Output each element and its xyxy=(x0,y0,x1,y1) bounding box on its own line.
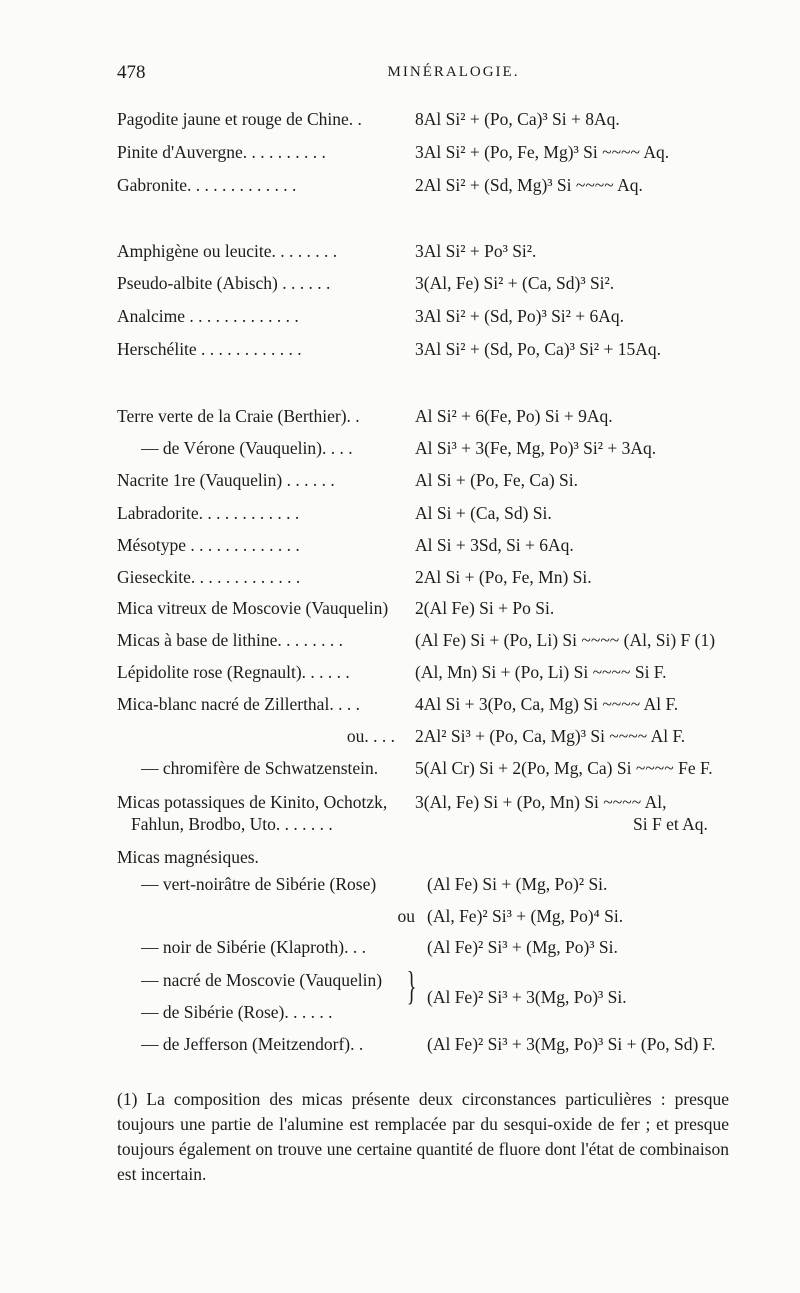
mineral-row xyxy=(117,565,737,589)
mineral-formula: 2(Al Fe) Si + Po Si. xyxy=(415,598,555,618)
mineral-formula: Al Si + (Ca, Sd) Si. xyxy=(415,503,552,523)
mineral-formula-group xyxy=(427,985,737,1009)
mineral-name: Analcime . . . . . . . . . . . . . xyxy=(117,306,299,326)
mineral-name: Amphigène ou leucite. . . . . . . . xyxy=(117,241,338,261)
mineral-name: ou xyxy=(397,906,415,926)
running-title: MINÉRALOGIE. xyxy=(387,64,520,80)
mineral-row xyxy=(117,107,737,131)
mineral-formula: Al Si³ + 3(Fe, Mg, Po)³ Si² + 3Aq. xyxy=(415,438,657,458)
footnote: (1) La composition des micas présente deux circonstances particulières : presque toujours une partie de l'alumine est remplacée par du sesqui-oxide de fer ; et presque toujours également on trouve une certaine quantité de fluore dont l'état de combinaison est incertain. xyxy=(117,1089,729,1184)
mineral-row xyxy=(117,239,737,263)
mineral-row xyxy=(117,271,737,295)
mineral-name: Terre verte de la Craie (Berthier). . xyxy=(117,406,360,426)
mineral-row xyxy=(117,404,737,428)
mineral-name: Nacrite 1re (Vauquelin) . . . . . . xyxy=(117,470,335,490)
mineral-row xyxy=(117,692,737,716)
mineral-name: — de Vérone (Vauquelin). . . . xyxy=(141,438,353,458)
mineral-formula: 3(Al, Fe) Si + (Po, Mn) Si ~~~~ Al, xyxy=(415,792,667,812)
mineral-name: — de Sibérie (Rose). . . . . . xyxy=(141,1002,333,1022)
mineral-row xyxy=(117,304,737,328)
page-number: 478 xyxy=(117,62,146,83)
mineral-row xyxy=(117,790,737,814)
mineral-name: — chromifère de Schwatzenstein. xyxy=(141,758,379,778)
mineral-name: Micas potassiques de Kinito, Ochotzk, xyxy=(117,792,388,812)
mineral-name: ou. . . . xyxy=(346,726,395,746)
mineral-formula: Si F et Aq. xyxy=(633,814,708,834)
mineral-formula: (Al Fe) Si + (Mg, Po)² Si. xyxy=(427,874,608,894)
mineral-formula: 3Al Si² + (Po, Fe, Mg)³ Si ~~~~ Aq. xyxy=(415,142,670,162)
mineral-formula: 2Al² Si³ + (Po, Ca, Mg)³ Si ~~~~ Al F. xyxy=(415,726,686,746)
mineral-row xyxy=(117,436,737,460)
mineral-formula: (Al, Fe)² Si³ + (Mg, Po)⁴ Si. xyxy=(427,906,624,926)
mineral-formula: (Al Fe) Si + (Po, Li) Si ~~~~ (Al, Si) F (1) xyxy=(415,630,716,650)
mineral-name: Mésotype . . . . . . . . . . . . . xyxy=(117,535,300,555)
mineral-formula: (Al Fe)² Si³ + (Mg, Po)³ Si. xyxy=(427,937,618,957)
running-header xyxy=(117,62,730,86)
mineral-name: Gabronite. . . . . . . . . . . . . xyxy=(117,175,297,195)
mineral-name: Pinite d'Auvergne. . . . . . . . . . xyxy=(117,142,326,162)
mineral-name: Herschélite . . . . . . . . . . . . xyxy=(117,339,302,359)
mineral-row xyxy=(117,596,737,620)
mineral-formula: 3Al Si² + (Sd, Po, Ca)³ Si² + 15Aq. xyxy=(415,339,661,359)
mineral-row xyxy=(117,468,737,492)
mineral-row xyxy=(117,173,737,197)
mineral-row xyxy=(117,337,737,361)
mineral-row xyxy=(117,1032,737,1056)
mineral-name: Mica-blanc nacré de Zillerthal. . . . xyxy=(117,694,360,714)
mineral-name: Micas à base de lithine. . . . . . . . xyxy=(117,630,343,650)
mineral-formula: 3Al Si² + Po³ Si². xyxy=(415,241,537,261)
mineral-row xyxy=(117,935,737,959)
mineral-name: Pagodite jaune et rouge de Chine. . xyxy=(117,109,362,129)
mineral-row xyxy=(117,140,737,164)
mineral-row xyxy=(117,533,737,557)
mineral-name: Mica vitreux de Moscovie (Vauquelin) xyxy=(117,598,389,618)
mineral-name: Pseudo-albite (Abisch) . . . . . . xyxy=(117,273,331,293)
mineral-formula: (Al Fe)² Si³ + 3(Mg, Po)³ Si + (Po, Sd) F. xyxy=(427,1034,716,1054)
mineral-formula: 2Al Si + (Po, Fe, Mn) Si. xyxy=(415,567,592,587)
section-heading xyxy=(117,845,737,869)
mineral-name: — de Jefferson (Meitzendorf). . xyxy=(141,1034,364,1054)
mineral-formula: 3(Al, Fe) Si² + (Ca, Sd)³ Si². xyxy=(415,273,615,293)
mineral-row xyxy=(117,724,737,748)
mineral-row xyxy=(117,904,737,928)
mineral-formula: 5(Al Cr) Si + 2(Po, Mg, Ca) Si ~~~~ Fe F. xyxy=(415,758,713,778)
mineral-row xyxy=(117,660,737,684)
mineral-formula: Al Si² + 6(Fe, Po) Si + 9Aq. xyxy=(415,406,613,426)
mineral-row xyxy=(117,812,737,836)
mineral-row xyxy=(117,501,737,525)
mineral-name: Labradorite. . . . . . . . . . . . xyxy=(117,503,300,523)
mineral-formula: Al Si + (Po, Fe, Ca) Si. xyxy=(415,470,579,490)
mineral-name: Micas magnésiques. xyxy=(117,847,259,867)
mineral-formula: (Al Fe)² Si³ + 3(Mg, Po)³ Si. xyxy=(427,987,627,1007)
mineral-formula: (Al, Mn) Si + (Po, Li) Si ~~~~ Si F. xyxy=(415,662,667,682)
mineral-row xyxy=(117,628,737,652)
mineral-row xyxy=(117,872,737,896)
brace-symbol: } xyxy=(406,963,417,1008)
mineral-name: — vert-noirâtre de Sibérie (Rose) xyxy=(141,874,377,894)
mineral-name: — nacré de Moscovie (Vauquelin) xyxy=(141,970,383,990)
mineral-formula: 2Al Si² + (Sd, Mg)³ Si ~~~~ Aq. xyxy=(415,175,643,195)
mineral-formula: 3Al Si² + (Sd, Po)³ Si² + 6Aq. xyxy=(415,306,625,326)
mineral-name: Fahlun, Brodbo, Uto. . . . . . . xyxy=(131,814,333,834)
mineral-formula: 8Al Si² + (Po, Ca)³ Si + 8Aq. xyxy=(415,109,620,129)
mineral-formula: Al Si + 3Sd, Si + 6Aq. xyxy=(415,535,574,555)
mineral-row xyxy=(117,756,737,780)
mineral-name: Gieseckite. . . . . . . . . . . . . xyxy=(117,567,301,587)
mineral-formula: 4Al Si + 3(Po, Ca, Mg) Si ~~~~ Al F. xyxy=(415,694,679,714)
mineral-name: — noir de Sibérie (Klaproth). . . xyxy=(141,937,367,957)
mineral-name: Lépidolite rose (Regnault). . . . . . xyxy=(117,662,350,682)
